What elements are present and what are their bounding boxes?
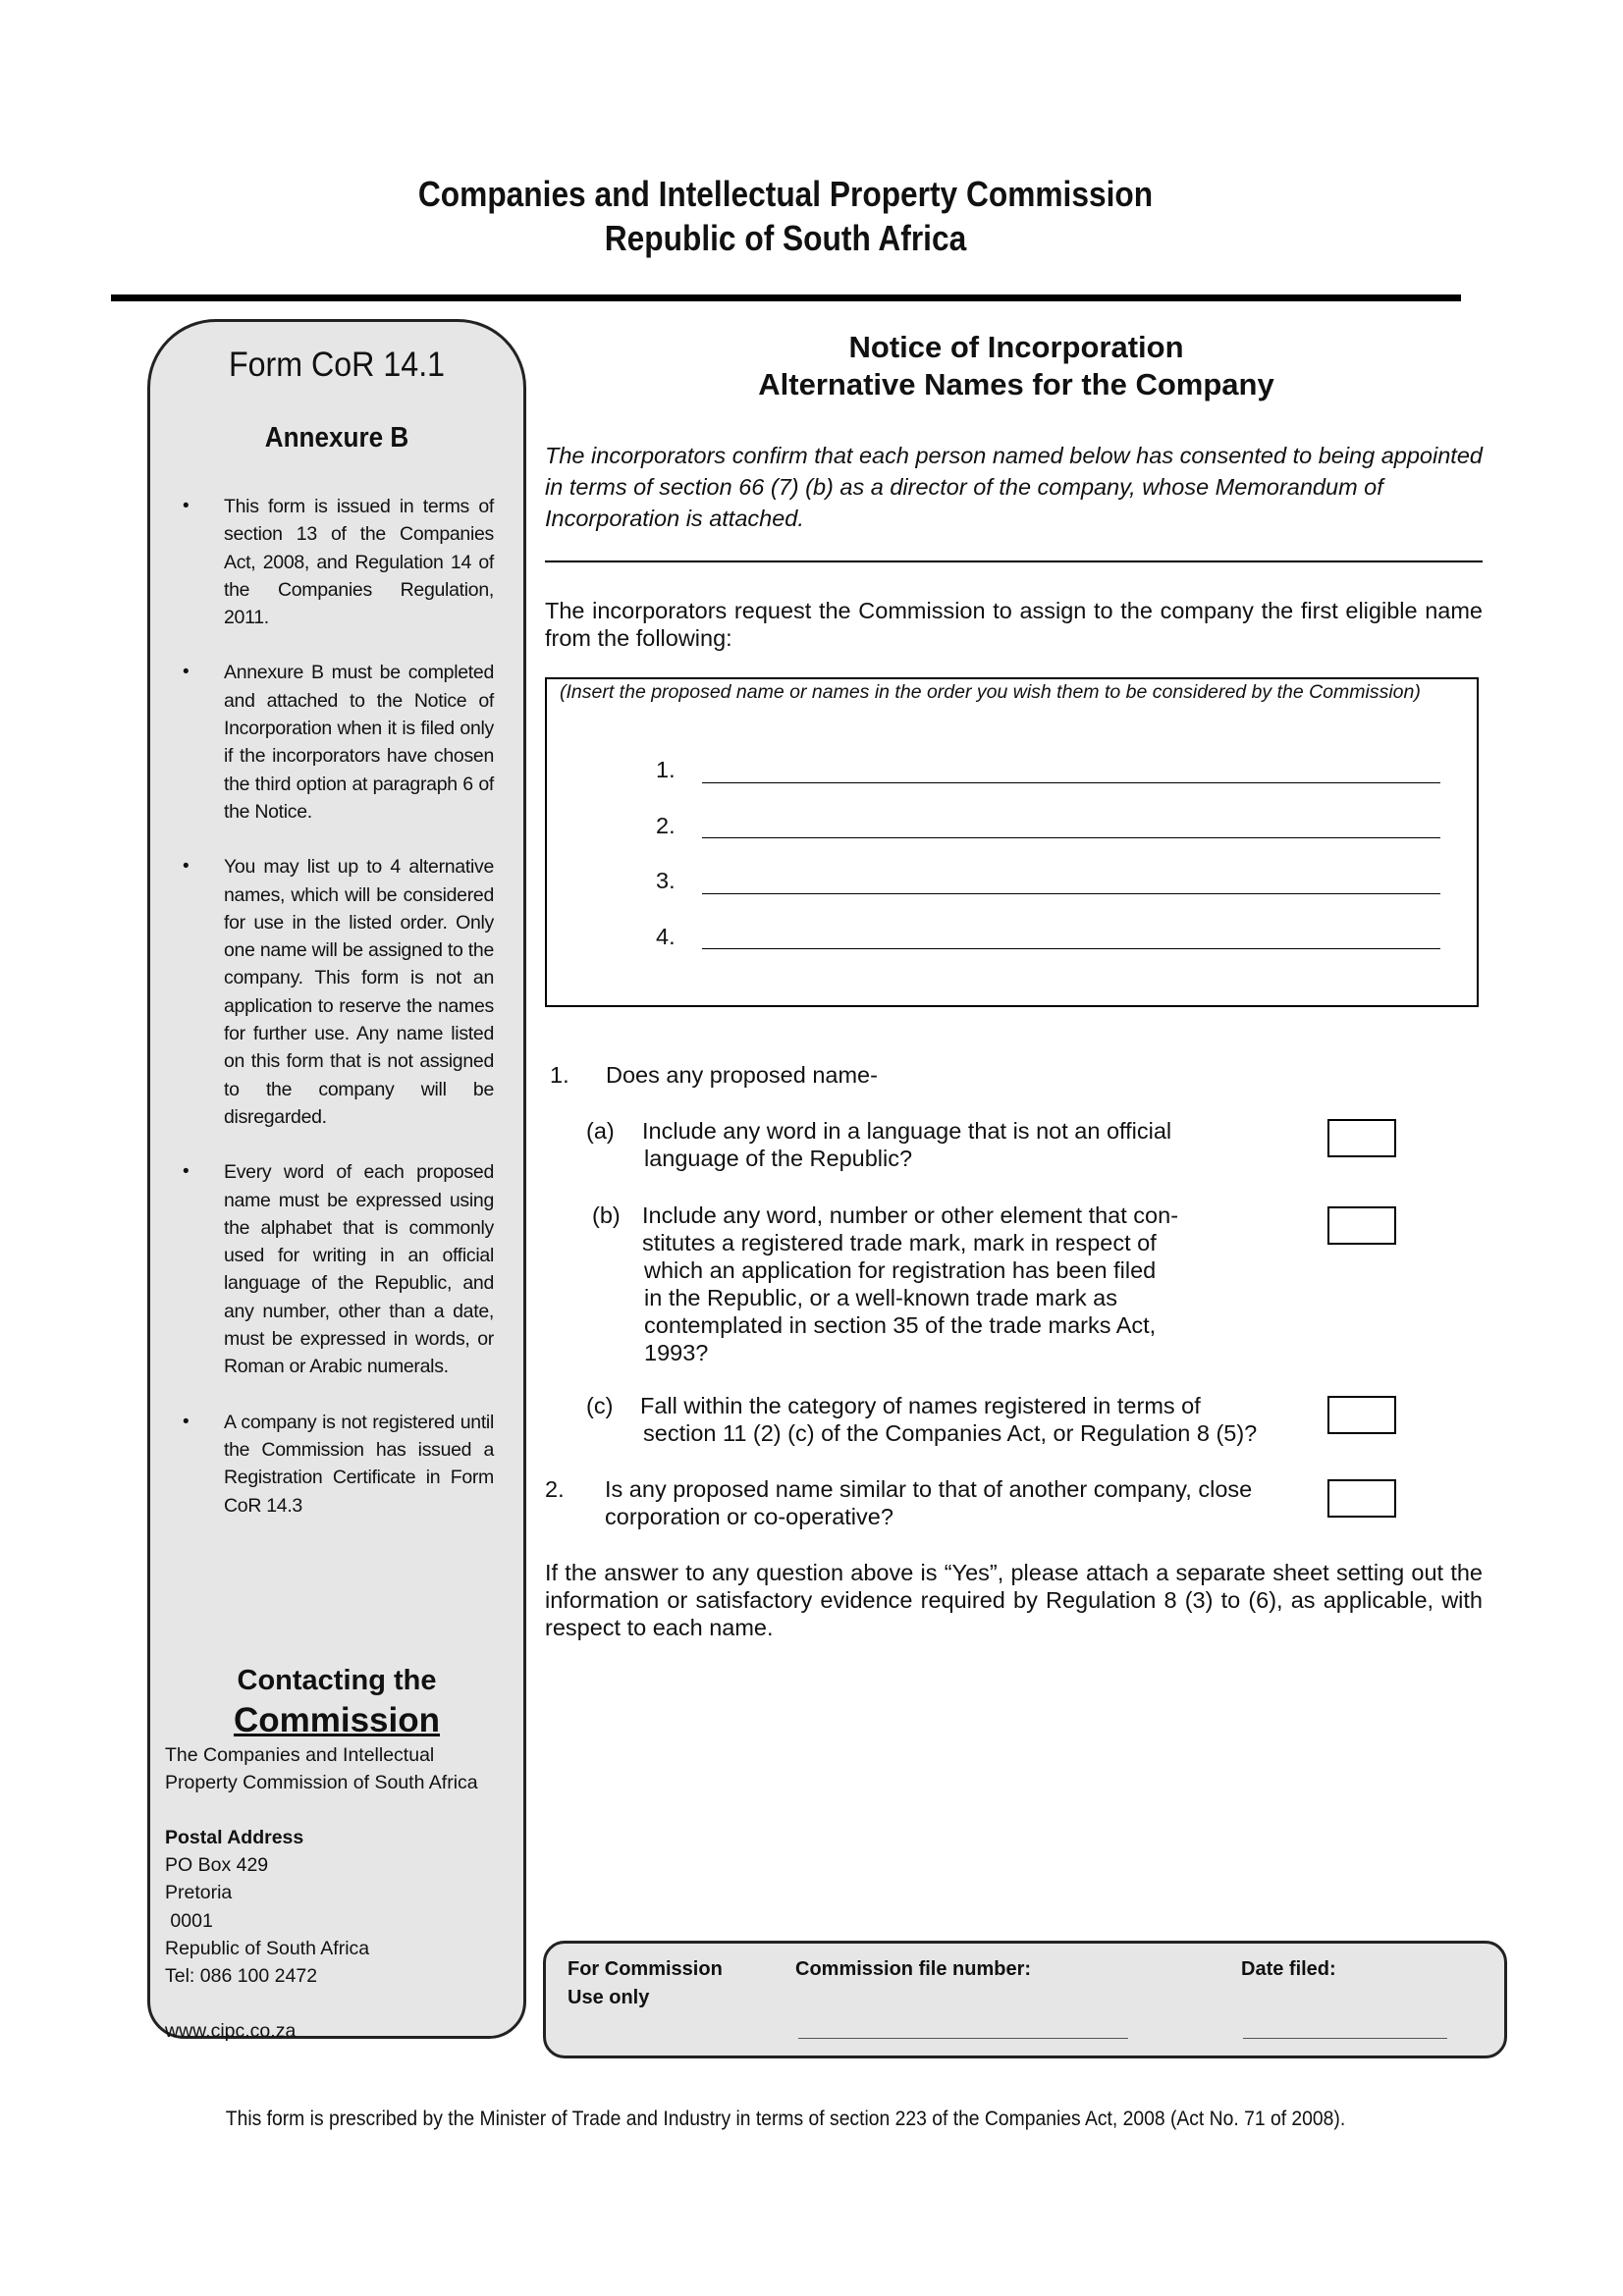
question-a-checkbox[interactable]	[1327, 1119, 1396, 1157]
bullet-icon: •	[183, 856, 189, 878]
commission-use-label: For Commission Use only	[568, 1958, 723, 2008]
info-bullet-5: • A company is not registered until the Commission has issued a Registration Certificate in Form CoR 14.3	[180, 1409, 494, 1520]
question-2-checkbox[interactable]	[1327, 1479, 1396, 1518]
bullet-icon: •	[183, 1161, 189, 1183]
question-a-label: (a)	[586, 1118, 615, 1144]
bullet-icon: •	[183, 496, 189, 516]
question-b-checkbox[interactable]	[1327, 1206, 1396, 1245]
names-instruction: (Insert the proposed name or names in the order you wish them to be considered by the Commission)	[560, 681, 1421, 703]
telephone: Tel: 086 100 2472	[165, 1965, 318, 1988]
question-b-text: Include any word, number or other element that con- stitutes a registered trade mark, mark in respect of which an application for registration has been filed in the Republic, or a well-known trade mark as contemplated in section 35 of the trade marks Act, 1993?	[642, 1202, 1179, 1365]
info-bullet-3: • You may list up to 4 alternative names, which will be considered for use in the listed order. Only one name will be assigned to the company. This form is not an application to reserve the names for further use. Any name listed on this form that is not assigned to the company will be disregarded.	[180, 853, 494, 1131]
bullet-icon: •	[183, 1411, 189, 1432]
name-number-1: 1.	[656, 757, 676, 782]
postal-address-label: Postal Address	[165, 1827, 304, 1848]
intro-statement: The incorporators confirm that each person named below has consented to being appointed in terms of section 66 (7) (b) as a director of the company, whose Memorandum of Incorporation is attached.	[545, 443, 1483, 531]
info-bullet-4: • Every word of each proposed name must be expressed using the alphabet that is commonly used for writing in an official language of the Republic, and any number, other than a date, must be expressed in words, or Roman or Arabic numerals.	[180, 1158, 494, 1380]
question-1-number: 1.	[550, 1062, 569, 1088]
section-divider	[545, 561, 1483, 562]
proposed-names-box	[545, 677, 1479, 1007]
header-title-line-2: Republic of South Africa	[604, 218, 967, 258]
proposed-name-field-4[interactable]	[702, 948, 1440, 949]
proposed-name-field-1[interactable]	[702, 782, 1440, 783]
commission-file-number-field[interactable]	[798, 2038, 1128, 2039]
question-b-label: (b)	[592, 1202, 621, 1228]
page-header-title	[94, 172, 1477, 260]
question-c-label: (c)	[586, 1393, 614, 1418]
question-2-number: 2.	[545, 1476, 565, 1502]
closing-instruction: If the answer to any question above is “Yes”, please attach a separate sheet setting out the information or satisfactory evidence required by Regulation 8 (3) to (6), as applicable, with respect to each name.	[545, 1560, 1483, 1640]
commission-file-number-label: Commission file number:	[795, 1958, 1032, 1980]
notice-title: Notice of Incorporation Alternative Names for the Company	[758, 330, 1274, 401]
name-number-3: 3.	[656, 868, 676, 893]
info-bullet-2: • Annexure B must be completed and attached to the Notice of Incorporation when it is filed only if the incorporators have chosen the third option at paragraph 6 of the Notice.	[180, 659, 494, 826]
contact-org: The Companies and Intellectual Property Commission of South Africa	[165, 1744, 478, 1794]
bullet-icon: •	[183, 662, 189, 683]
question-c-text: Fall within the category of names registered in terms of section 11 (2) (c) of the Companies Act, or Regulation 8 (5)?	[640, 1393, 1258, 1446]
name-number-2: 2.	[656, 813, 676, 838]
contact-heading-commission: Commission	[233, 1701, 441, 1739]
form-number: Form CoR 14.1	[228, 346, 446, 384]
proposed-name-field-2[interactable]	[702, 837, 1440, 838]
header-divider	[111, 294, 1461, 301]
date-filed-label: Date filed:	[1241, 1958, 1336, 1980]
name-number-4: 4.	[656, 924, 676, 949]
question-a-text: Include any word in a language that is not an official language of the Republic?	[642, 1118, 1172, 1171]
question-1-text: Does any proposed name-	[606, 1062, 878, 1088]
footer-note: This form is prescribed by the Minister of Trade and Industry in terms of section 223 of the Companies Act, 2008 (Act No. 71 of 2008).	[225, 2108, 1346, 2130]
info-bullet-1: • This form is issued in terms of section 13 of the Companies Act, 2008, and Regulation 14 of the Companies Regulation, 2011.	[180, 493, 494, 631]
info-bullet-list	[180, 493, 494, 1547]
postal-address: Postal Address PO Box 429 Pretoria 0001 Republic of South Africa Tel: 086 100 2472	[165, 1824, 369, 1990]
date-filed-field[interactable]	[1243, 2038, 1447, 2039]
header-title-line-1: Companies and Intellectual Property Commission	[417, 174, 1154, 214]
question-c-checkbox[interactable]	[1327, 1396, 1396, 1434]
contact-heading: Contacting the	[237, 1665, 437, 1696]
website-link[interactable]: www.cipc.co.za	[165, 2020, 297, 2042]
proposed-name-field-3[interactable]	[702, 893, 1440, 894]
annexure-heading: Annexure B	[264, 422, 409, 454]
request-statement: The incorporators request the Commission to assign to the company the first eligible name from the following:	[545, 598, 1483, 651]
question-2-text: Is any proposed name similar to that of another company, close corporation or co-operative?	[605, 1476, 1253, 1529]
